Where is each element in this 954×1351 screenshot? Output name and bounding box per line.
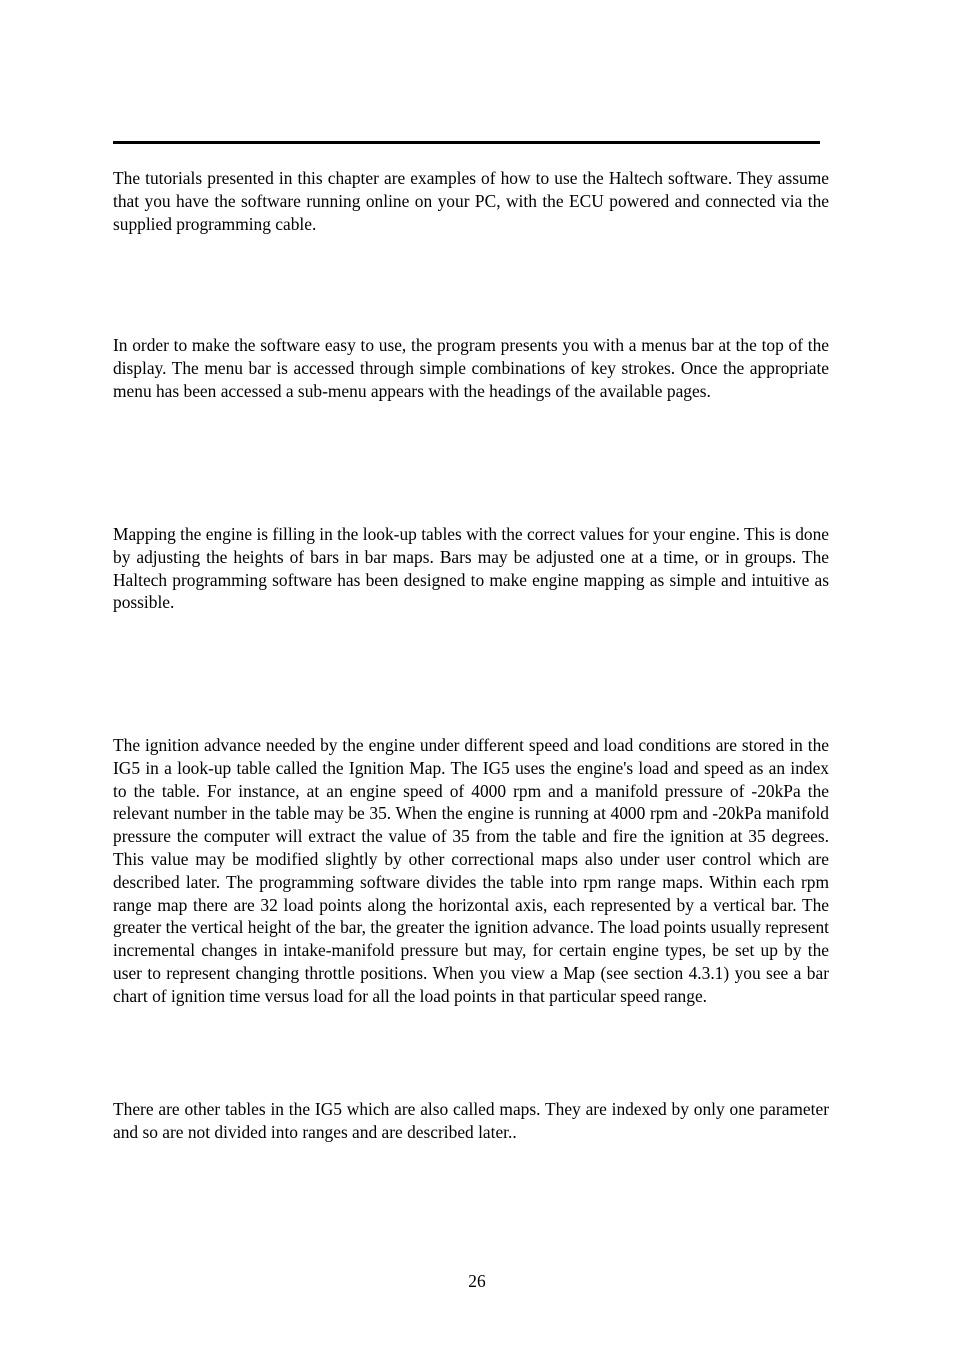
paragraph-ignition-map: The ignition advance needed by the engine under different speed and load conditions are stored in the IG5 in a look-up table called the Ignition Map. The IG5 uses the engine's load and speed as an index to the table. For instance, at an engine speed of 4000 rpm and a manifold pressure of -20kPa the relevant number in the table may be 35. When the engine is running at 4000 rpm and -20kPa manifold pressure the computer will extract the value of 35 from the table and fire the ignition at 35 degrees. This value may be modified slightly by other correctional maps also under user control which are described later. The programming software divides the table into rpm range maps. Within each rpm range map there are 32 load points along the horizontal axis, each represented by a vertical bar. The greater the vertical height of the bar, the greater the ignition advance. The load points usually represent incremental changes in intake-manifold pressure but may, for certain engine types, be set up by the user to represent changing throttle positions. When you view a Map (see section 4.3.1) you see a bar chart of ignition time versus load for all the load points in that particular speed range. (113, 735, 829, 1006)
paragraph-tutorials-intro: The tutorials presented in this chapter are examples of how to use the Haltech software. They assume that you have the software running online on your PC, with the ECU powered and connected via the supplied programming cable. (113, 168, 829, 234)
page-number: 26 (468, 1271, 486, 1291)
paragraph-other-maps: There are other tables in the IG5 which are also called maps. They are indexed by only one parameter and so are not divided into ranges and are described later.. (113, 1099, 829, 1142)
paragraph-menu-bar: In order to make the software easy to use, the program presents you with a menus bar at the top of the display. The menu bar is accessed through simple combinations of key strokes. Once the appropriate menu has been accessed a sub-menu appears with the headings of the available pages. (113, 335, 829, 401)
paragraph-mapping-engine: Mapping the engine is filling in the look-up tables with the correct values for your engine. This is done by adjusting the heights of bars in bar maps. Bars may be adjusted one at a time, or in groups. The Haltech programming software has been designed to make engine mapping as simple and intuitive as possible. (113, 524, 829, 613)
chapter-heading-rule (113, 141, 820, 144)
